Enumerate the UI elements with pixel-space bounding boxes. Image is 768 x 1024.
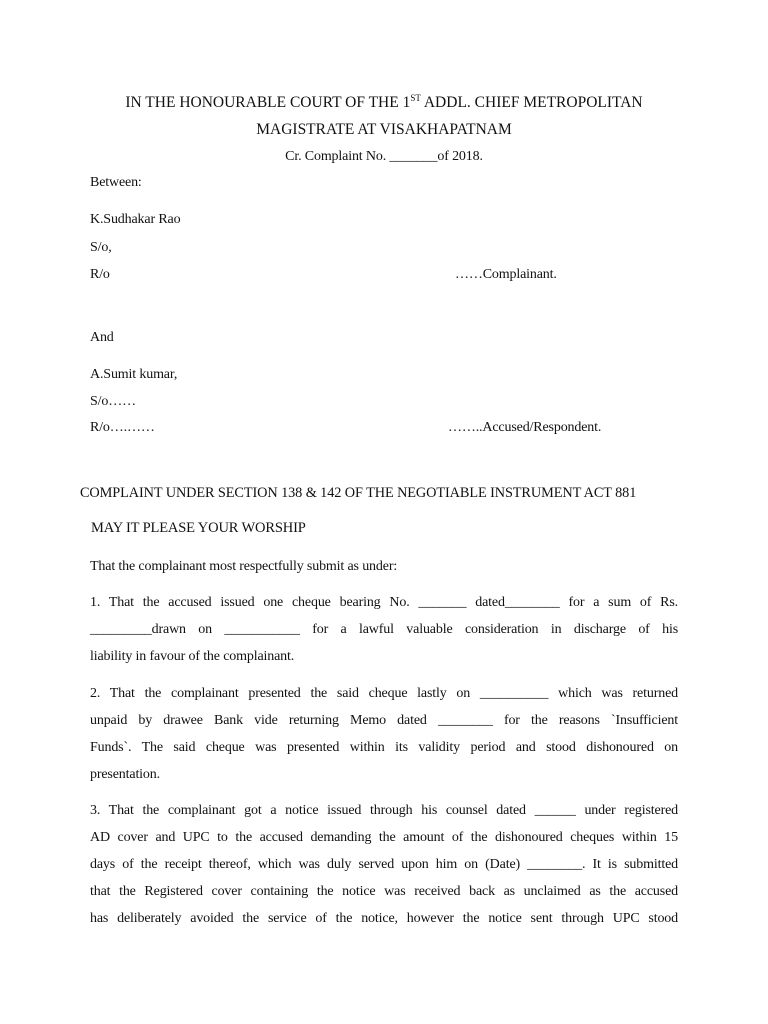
paragraph-2-line: unpaid by drawee Bank vide returning Memo dated ________ for the reasons `Insufficient: [90, 713, 678, 728]
paragraph-3-line: that the Registered cover containing the notice was received back as unclaimed as the accused: [90, 884, 678, 899]
salutation: MAY IT PLEASE YOUR WORSHIP: [91, 520, 306, 536]
paragraph-1-line: 1. That the accused issued one cheque bearing No. _______ dated________ for a sum of Rs.: [90, 595, 678, 610]
paragraph-3-line: has deliberately avoided the service of the notice, however the notice sent through UPC stood: [90, 911, 678, 926]
complaint-title: COMPLAINT UNDER SECTION 138 & 142 OF THE NEGOTIABLE INSTRUMENT ACT 881: [80, 485, 637, 501]
accused-son-of: S/o……: [90, 394, 136, 409]
and-label: And: [90, 330, 114, 345]
paragraph-1-line: liability in favour of the complainant.: [90, 649, 295, 664]
complainant-name: K.Sudhakar Rao: [90, 212, 181, 227]
paragraph-1-line: _________drawn on ___________ for a lawful valuable consideration in discharge of his: [90, 622, 678, 637]
intro-statement: That the complainant most respectfully submit as under:: [90, 559, 398, 574]
paragraph-3-line: 3. That the complainant got a notice issued through his counsel dated ______ under registered: [90, 803, 678, 818]
paragraph-3-line: AD cover and UPC to the accused demanding the amount of the dishonoured cheques within 15: [90, 830, 678, 845]
accused-name: A.Sumit kumar,: [90, 367, 178, 382]
complainant-son-of: S/o,: [90, 240, 112, 255]
paragraph-2-line: presentation.: [90, 767, 160, 782]
complaint-number: Cr. Complaint No. _______of 2018.: [285, 149, 483, 164]
court-heading-line-1: IN THE HONOURABLE COURT OF THE 1ST ADDL. CHIEF METROPOLITAN: [125, 93, 643, 111]
complainant-resident-of: R/o: [90, 267, 110, 282]
paragraph-3-line: days of the receipt thereof, which was duly served upon him on (Date) ________. It is submitted: [90, 857, 678, 872]
paragraph-2-line: Funds`. The said cheque was presented within its validity period and stood dishonoured on: [90, 740, 678, 755]
accused-resident-of: R/o….……: [90, 420, 155, 435]
court-heading-line-2: MAGISTRATE AT VISAKHAPATNAM: [256, 121, 512, 138]
accused-role: ……..Accused/Respondent.: [448, 420, 602, 435]
complainant-role: ……Complainant.: [455, 267, 557, 282]
paragraph-2-line: 2. That the complainant presented the said cheque lastly on __________ which was returned: [90, 686, 678, 701]
between-label: Between:: [90, 175, 142, 190]
